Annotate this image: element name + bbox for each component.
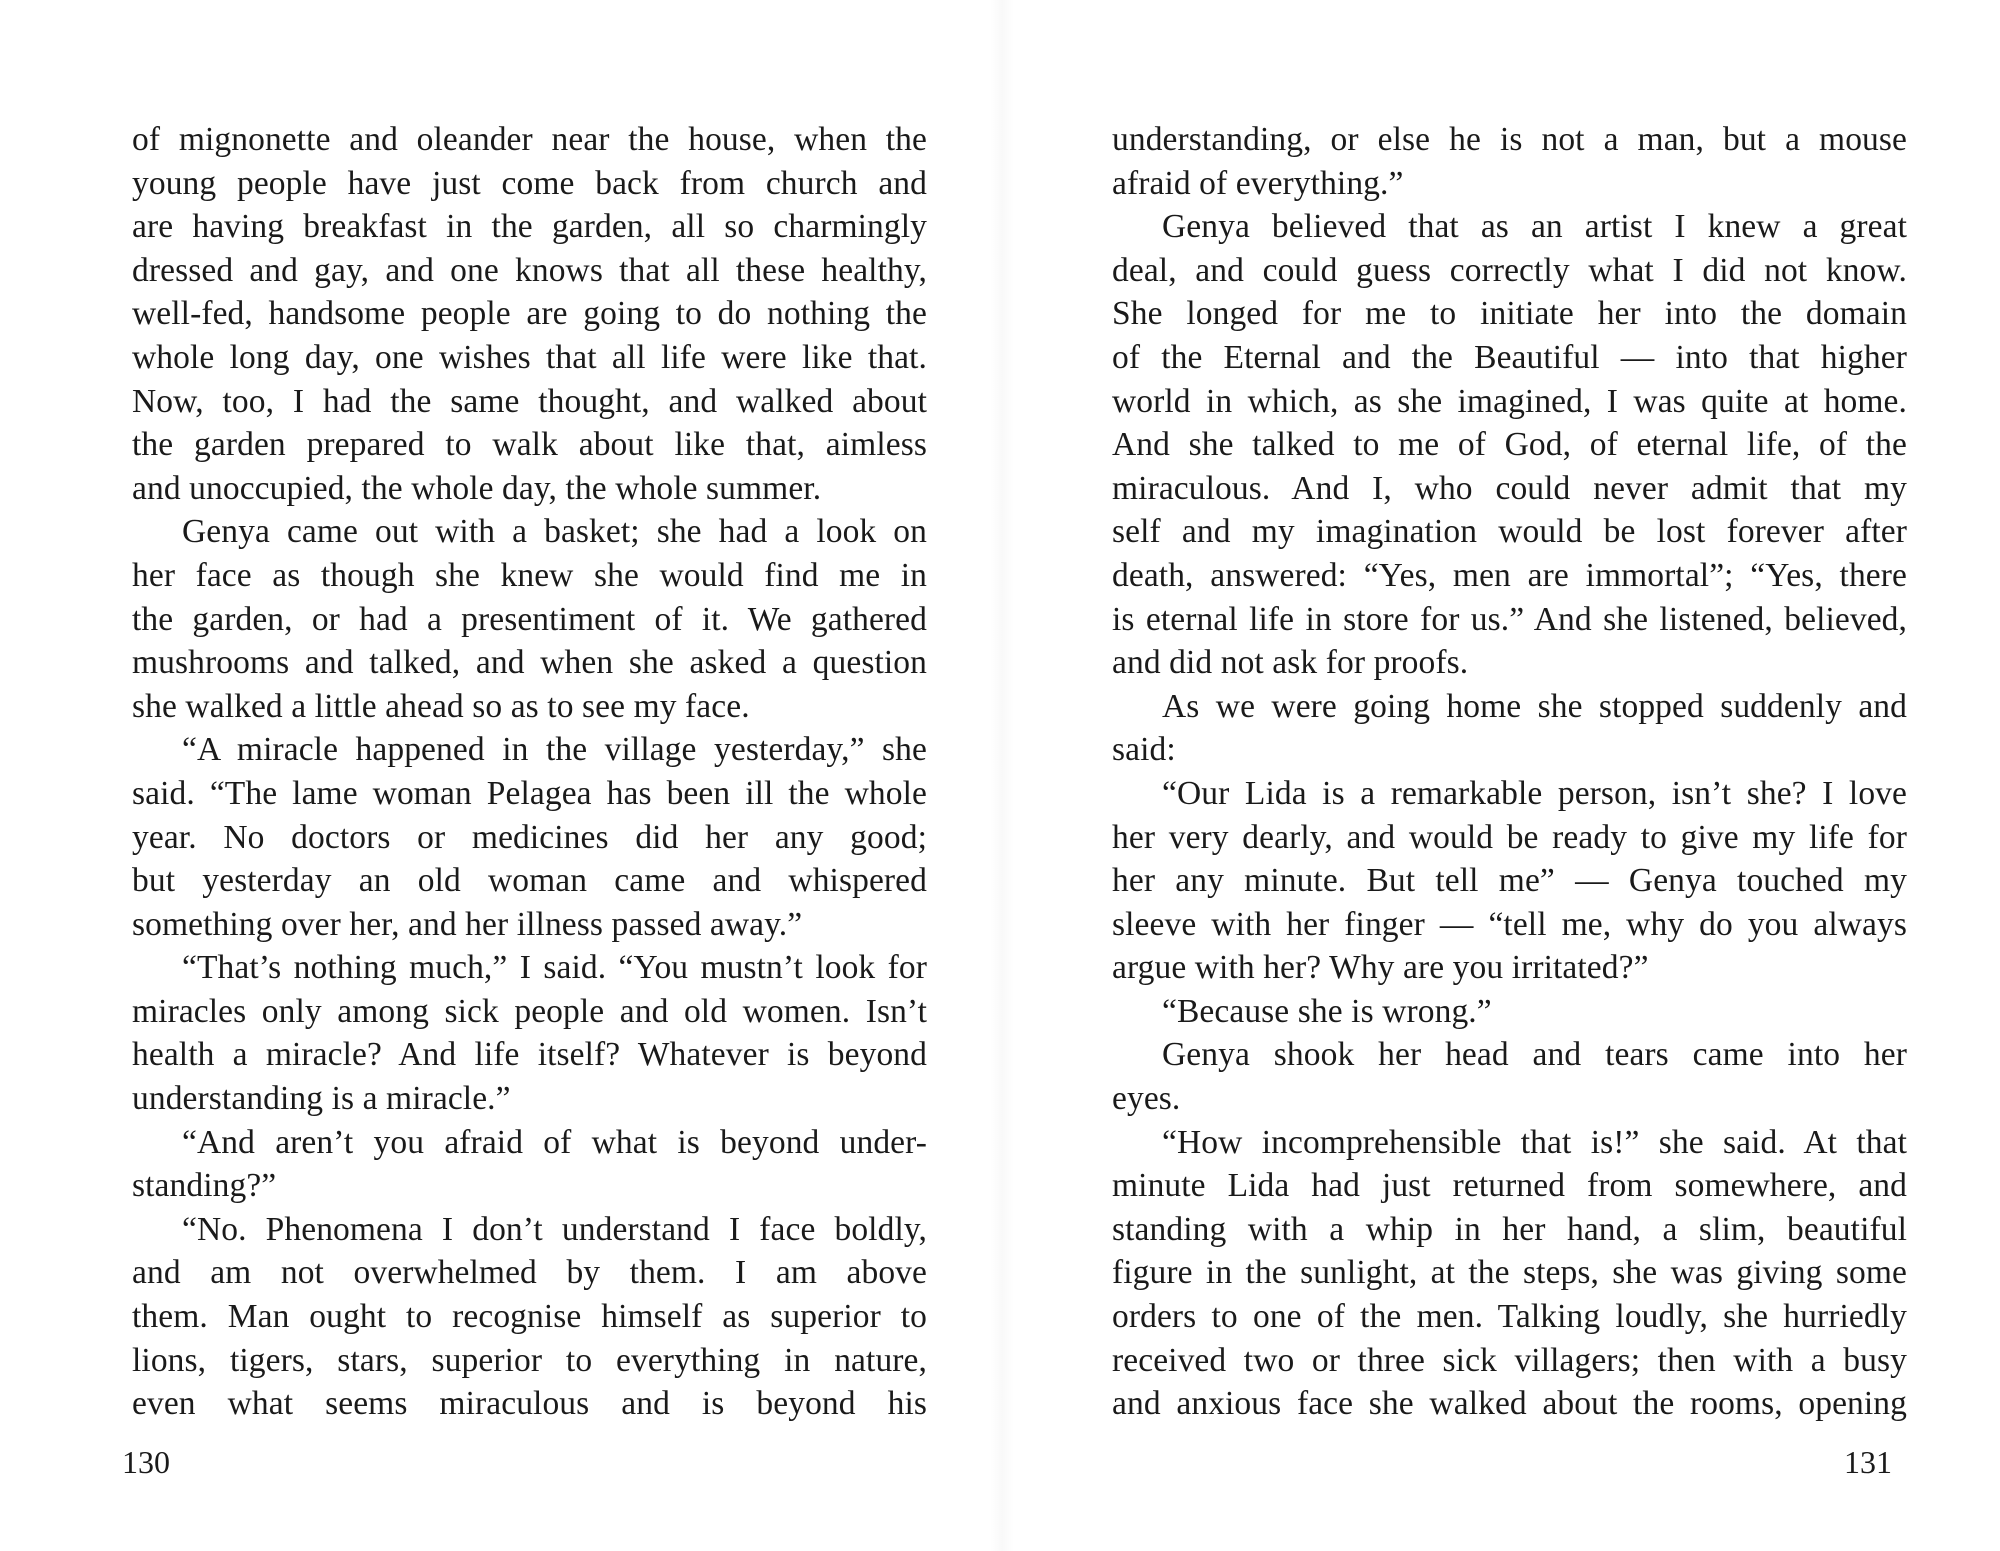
text-line: of mignonette and oleander near the house, when the	[132, 121, 927, 158]
text-line: even what seems miraculous and is beyond his	[132, 1385, 927, 1423]
text-line: year. No doctors or medicines did her any good;	[132, 818, 927, 856]
text-line: said:	[1112, 731, 1176, 769]
text-line: mushrooms and talked, and when she asked a question	[132, 644, 927, 682]
text-line: is eternal life in store for us.” And she listened, believed,	[1112, 600, 1907, 638]
text-line: received two or three sick villagers; then with a busy	[1112, 1341, 1907, 1379]
text-line: and am not overwhelmed by them. I am above	[132, 1254, 927, 1292]
text-line: orders to one of the men. Talking loudly, she hurriedly	[1112, 1298, 1907, 1336]
text-line: self and my imagination would be lost forever after	[1112, 513, 1907, 551]
text-line: standing?”	[132, 1167, 277, 1205]
left-page-number: 130	[122, 1444, 170, 1480]
text-line: well-fed, handsome people are going to do nothing the	[132, 295, 927, 333]
text-line: deal, and could guess correctly what I did not know.	[1112, 251, 1907, 289]
text-line: miraculous. And I, who could never admit that my	[1112, 469, 1907, 507]
text-line: and unoccupied, the whole day, the whole summer.	[132, 469, 822, 507]
text-line: the garden, or had a presentiment of it. We gathered	[132, 600, 927, 638]
right-page	[1112, 118, 1907, 1438]
text-line: argue with her? Why are you irritated?”	[1112, 949, 1649, 987]
gutter	[990, 0, 1014, 1551]
text-line: something over her, and her illness passed away.”	[132, 905, 803, 943]
text-line: “And aren’t you afraid of what is beyond under-	[182, 1123, 927, 1161]
text-line: sleeve with her finger — “tell me, why do you always	[1112, 905, 1907, 943]
text-line: eyes.	[1112, 1080, 1181, 1118]
text-line: them. Man ought to recognise himself as superior to	[132, 1298, 927, 1336]
text-line: “No. Phenomena I don’t understand I face boldly,	[182, 1210, 927, 1248]
text-line: miracles only among sick people and old women. Isn’t	[132, 992, 927, 1030]
right-page-number: 131	[1844, 1444, 1892, 1480]
left-page-text	[132, 118, 927, 1426]
text-line: Genya came out with a basket; she had a look on	[182, 513, 927, 551]
text-line: And she talked to me of God, of eternal life, of the	[1112, 426, 1907, 464]
text-line: young people have just come back from church and	[132, 164, 927, 202]
text-line: her very dearly, and would be ready to give my life for	[1112, 818, 1907, 856]
text-line: lions, tigers, stars, superior to everything in nature,	[132, 1341, 927, 1379]
text-line: “Because she is wrong.”	[1162, 992, 1492, 1030]
text-line: “How incomprehensible that is!” she said. At that	[1162, 1123, 1907, 1161]
text-line: As we were going home she stopped suddenly and	[1162, 687, 1907, 725]
text-line: and anxious face she walked about the rooms, opening	[1112, 1385, 1907, 1423]
text-line: “A miracle happened in the village yesterday,” she	[182, 731, 927, 769]
text-line: death, answered: “Yes, men are immortal”; “Yes, there	[1112, 556, 1907, 594]
text-line: “That’s nothing much,” I said. “You mustn’t look for	[182, 949, 927, 987]
text-line: understanding, or else he is not a man, but a mouse	[1112, 121, 1907, 158]
left-page	[132, 118, 927, 1438]
text-line: and did not ask for proofs.	[1112, 644, 1469, 682]
text-line: whole long day, one wishes that all life were like that.	[132, 338, 927, 376]
text-line: She longed for me to initiate her into the domain	[1112, 295, 1907, 333]
text-line: Now, too, I had the same thought, and walked about	[132, 382, 927, 420]
right-page-text	[1112, 118, 1907, 1426]
text-line: said. “The lame woman Pelagea has been ill the whole	[132, 774, 927, 812]
text-line: “Our Lida is a remarkable person, isn’t she? I love	[1162, 774, 1907, 812]
text-line: minute Lida had just returned from somewhere, and	[1112, 1167, 1907, 1205]
text-line: her face as though she knew she would find me in	[132, 556, 927, 594]
text-line: but yesterday an old woman came and whispered	[132, 862, 927, 900]
text-line: the garden prepared to walk about like that, aimless	[132, 426, 927, 464]
text-line: health a miracle? And life itself? Whatever is beyond	[132, 1036, 927, 1074]
text-line: understanding is a miracle.”	[132, 1080, 511, 1118]
text-line: Genya shook her head and tears came into her	[1162, 1036, 1907, 1074]
text-line: standing with a whip in her hand, a slim, beautiful	[1112, 1210, 1907, 1248]
text-line: of the Eternal and the Beautiful — into that higher	[1112, 338, 1907, 376]
text-line: Genya believed that as an artist I knew a great	[1162, 208, 1907, 246]
text-line: world in which, as she imagined, I was quite at home.	[1112, 382, 1907, 420]
text-line: her any minute. But tell me” — Genya touched my	[1112, 862, 1907, 900]
text-line: she walked a little ahead so as to see my face.	[132, 687, 750, 725]
text-line: are having breakfast in the garden, all so charmingly	[132, 208, 927, 246]
text-line: dressed and gay, and one knows that all these healthy,	[132, 251, 927, 289]
text-line: figure in the sunlight, at the steps, she was giving some	[1112, 1254, 1907, 1292]
text-line: afraid of everything.”	[1112, 164, 1404, 202]
